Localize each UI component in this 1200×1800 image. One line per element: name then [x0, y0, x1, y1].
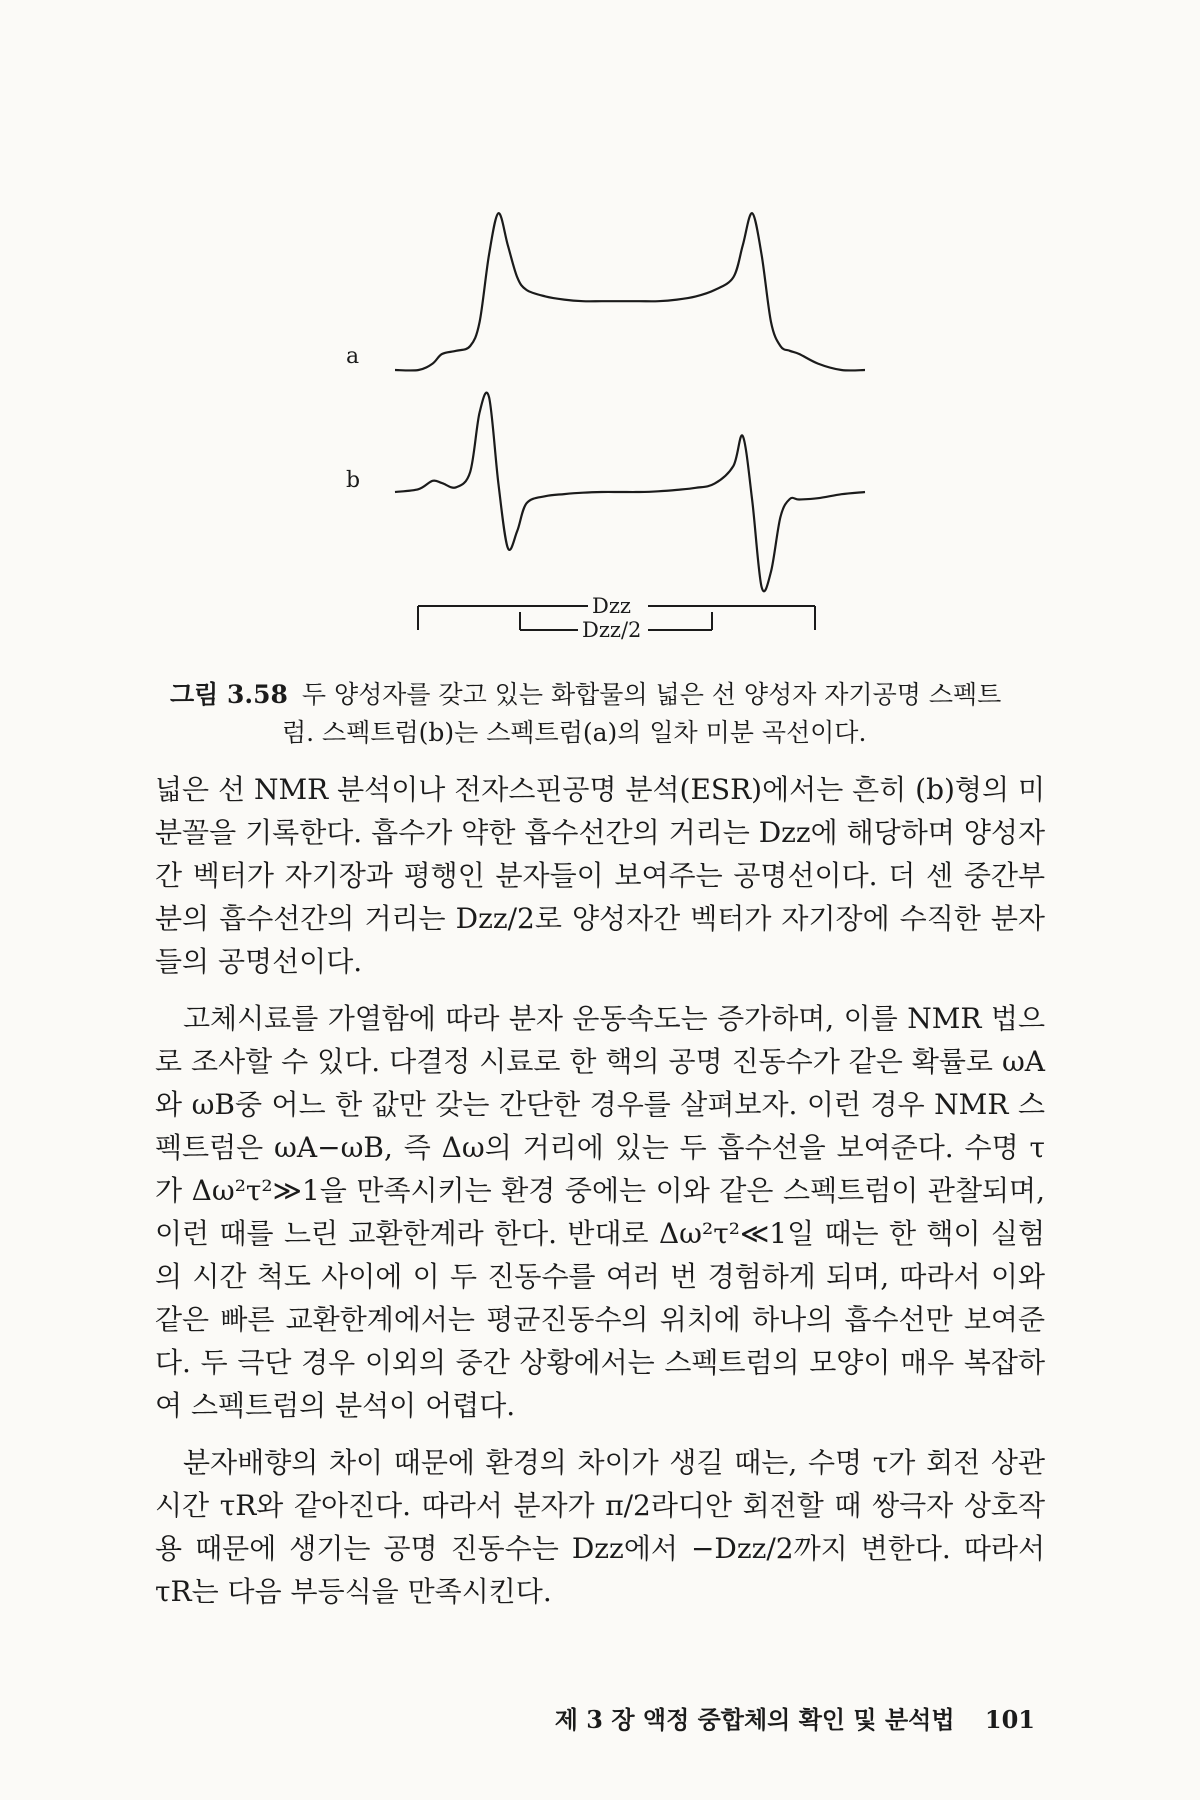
chapter-title: 제 3 장 액정 중합체의 확인 및 분석법	[554, 1705, 955, 1734]
paragraph-2: 고체시료를 가열함에 따라 분자 운동속도는 증가하며, 이를 NMR 법으로 조사할 수 있다. 다결정 시료로 한 핵의 공명 진동수가 같은 확률로 ωA와 ωB중 어느 한 값만 갖는 간단한 경우를 살펴보자. 이런 경우 NMR 스펙트럼은 ωA−ωB, 즉 Δω의 거리에 있는 두 흡수선을 보여준다. 수명 τ가 Δω²τ²≫1을 만족시키는 환경 중에는 이와 같은 스펙트럼이 관찰되며, 이런 때를 느린 교환한계라 한다. 반대로 Δω²τ²≪1일 때는 한 핵이 실험의 시간 척도 사이에 이 두 진동수를 여러 번 경험하게 되며, 따라서 이와 같은 빠른 교환한계에서는 평균진동수의 위치에 하나의 흡수선만 보여준다. 두 극단 경우 이외의 중간 상황에서는 스펙트럼의 모양이 매우 복잡하여 스펙트럼의 분석이 어렵다.	[155, 1002, 1045, 1422]
spectrum-figure	[0, 0, 1200, 670]
body-text	[155, 768, 1045, 1627]
dzz-half-label: Dzz/2	[582, 618, 642, 642]
page-footer	[555, 1700, 1035, 1735]
curve-b-derivative-spectrum	[395, 393, 865, 592]
curve-a-label: a	[346, 344, 360, 369]
paragraph-1: 넓은 선 NMR 분석이나 전자스핀공명 분석(ESR)에서는 흔히 (b)형의 미분꼴을 기록한다. 흡수가 약한 흡수선간의 거리는 Dzz에 해당하며 양성자간 벡터가 자기장과 평행인 분자들이 보여주는 공명선이다. 더 센 중간부분의 흡수선간의 거리는 Dzz/2로 양성자간 벡터가 자기장에 수직한 분자들의 공명선이다.	[155, 773, 1045, 978]
caption-line-2: 럼. 스펙트럼(b)는 스펙트럼(a)의 일차 미분 곡선이다.	[282, 718, 867, 747]
dzz-label: Dzz	[592, 594, 631, 618]
figure-caption	[170, 676, 1050, 752]
curve-b-label: b	[346, 468, 361, 493]
paragraph-3: 분자배향의 차이 때문에 환경의 차이가 생길 때는, 수명 τ가 회전 상관시간 τR와 같아진다. 따라서 분자가 π/2라디안 회전할 때 쌍극자 상호작용 때문에 생기는 공명 진동수는 Dzz에서 −Dzz/2까지 변한다. 따라서 τR는 다음 부등식을 만족시킨다.	[155, 1446, 1045, 1608]
caption-line-1: 두 양성자를 갖고 있는 화합물의 넓은 선 양성자 자기공명 스펙트	[301, 680, 1002, 709]
curve-a-absorption-spectrum	[395, 213, 865, 370]
caption-label: 그림 3.58	[170, 680, 288, 709]
page-number: 101	[984, 1705, 1035, 1734]
